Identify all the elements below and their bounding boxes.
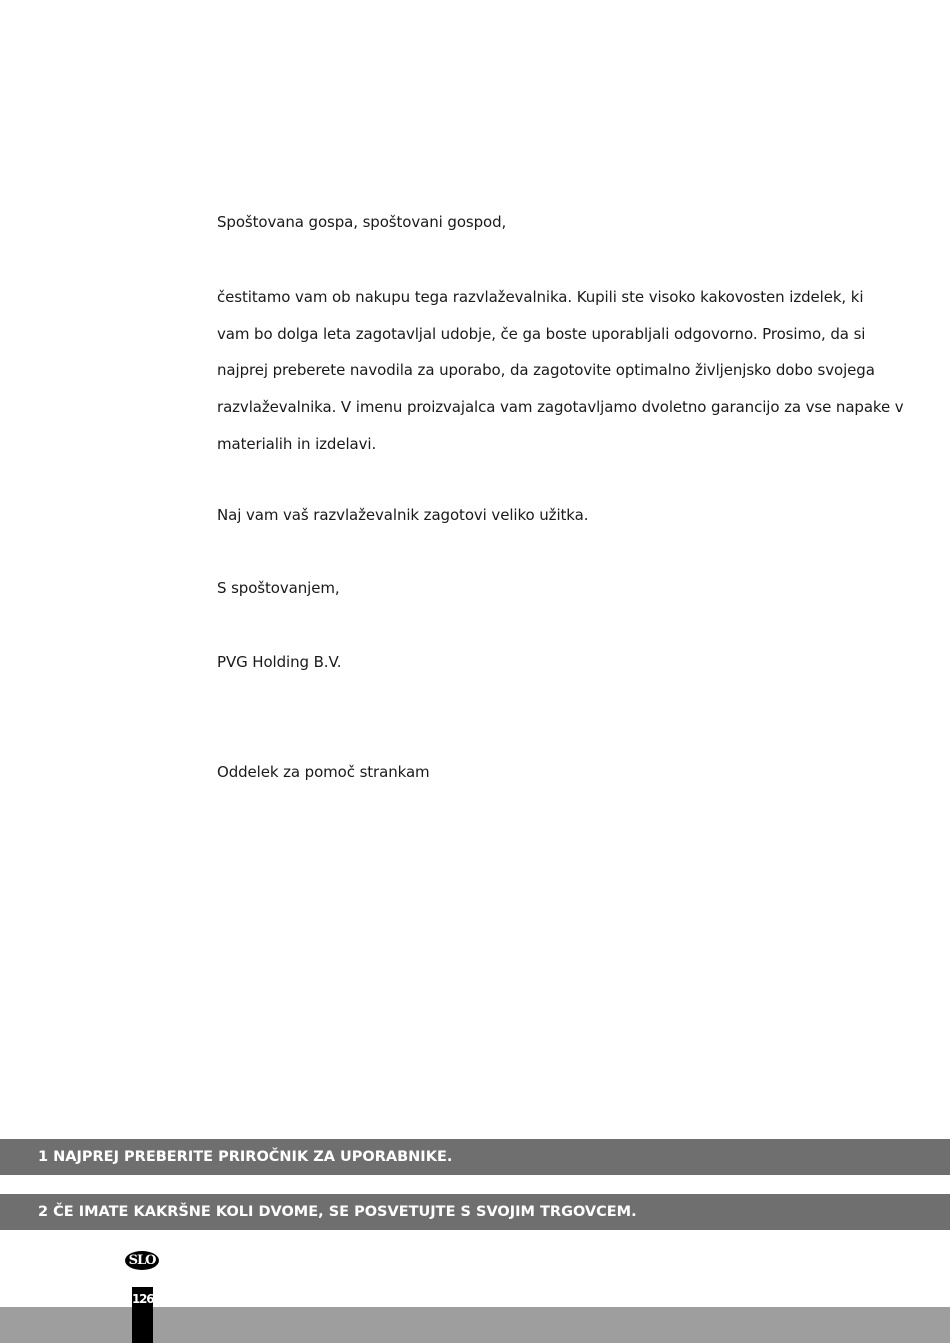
wish-line: Naj vam vaš razvlaževalnik zagotovi veliko užitka. (217, 506, 589, 524)
notice-bar-1: 1 NAJPREJ PREBERITE PRIROČNIK ZA UPORABNIKE. (0, 1139, 950, 1175)
body-line: čestitamo vam ob nakupu tega razvlaževalnika. Kupili ste visoko kakovosten izdelek, ki (217, 288, 864, 306)
body-line: materialih in izdelavi. (217, 434, 377, 453)
department: Oddelek za pomoč strankam (217, 763, 430, 781)
closing: S spoštovanjem, (217, 579, 340, 597)
company-name: PVG Holding B.V. (217, 653, 342, 671)
body-line: najprej preberete navodila za uporabo, da zagotovite optimalno življenjsko dobo svojega (217, 361, 875, 380)
language-badge: SLO (125, 1251, 159, 1270)
greeting: Spoštovana gospa, spoštovani gospod, (217, 213, 507, 231)
page-tab (132, 1287, 153, 1343)
letter-body (217, 282, 904, 465)
notice-bar-2: 2 ČE IMATE KAKRŠNE KOLI DVOME, SE POSVETUJTE S SVOJIM TRGOVCEM. (0, 1194, 950, 1230)
page-number: 126 (132, 1292, 154, 1306)
body-line: vam bo dolga leta zagotavljal udobje, če ga boste uporabljali odgovorno. Prosimo, da si (217, 324, 866, 343)
body-line: razvlaževalnika. V imenu proizvajalca vam zagotavljamo dvoletno garancijo za vse napake v (217, 398, 904, 417)
